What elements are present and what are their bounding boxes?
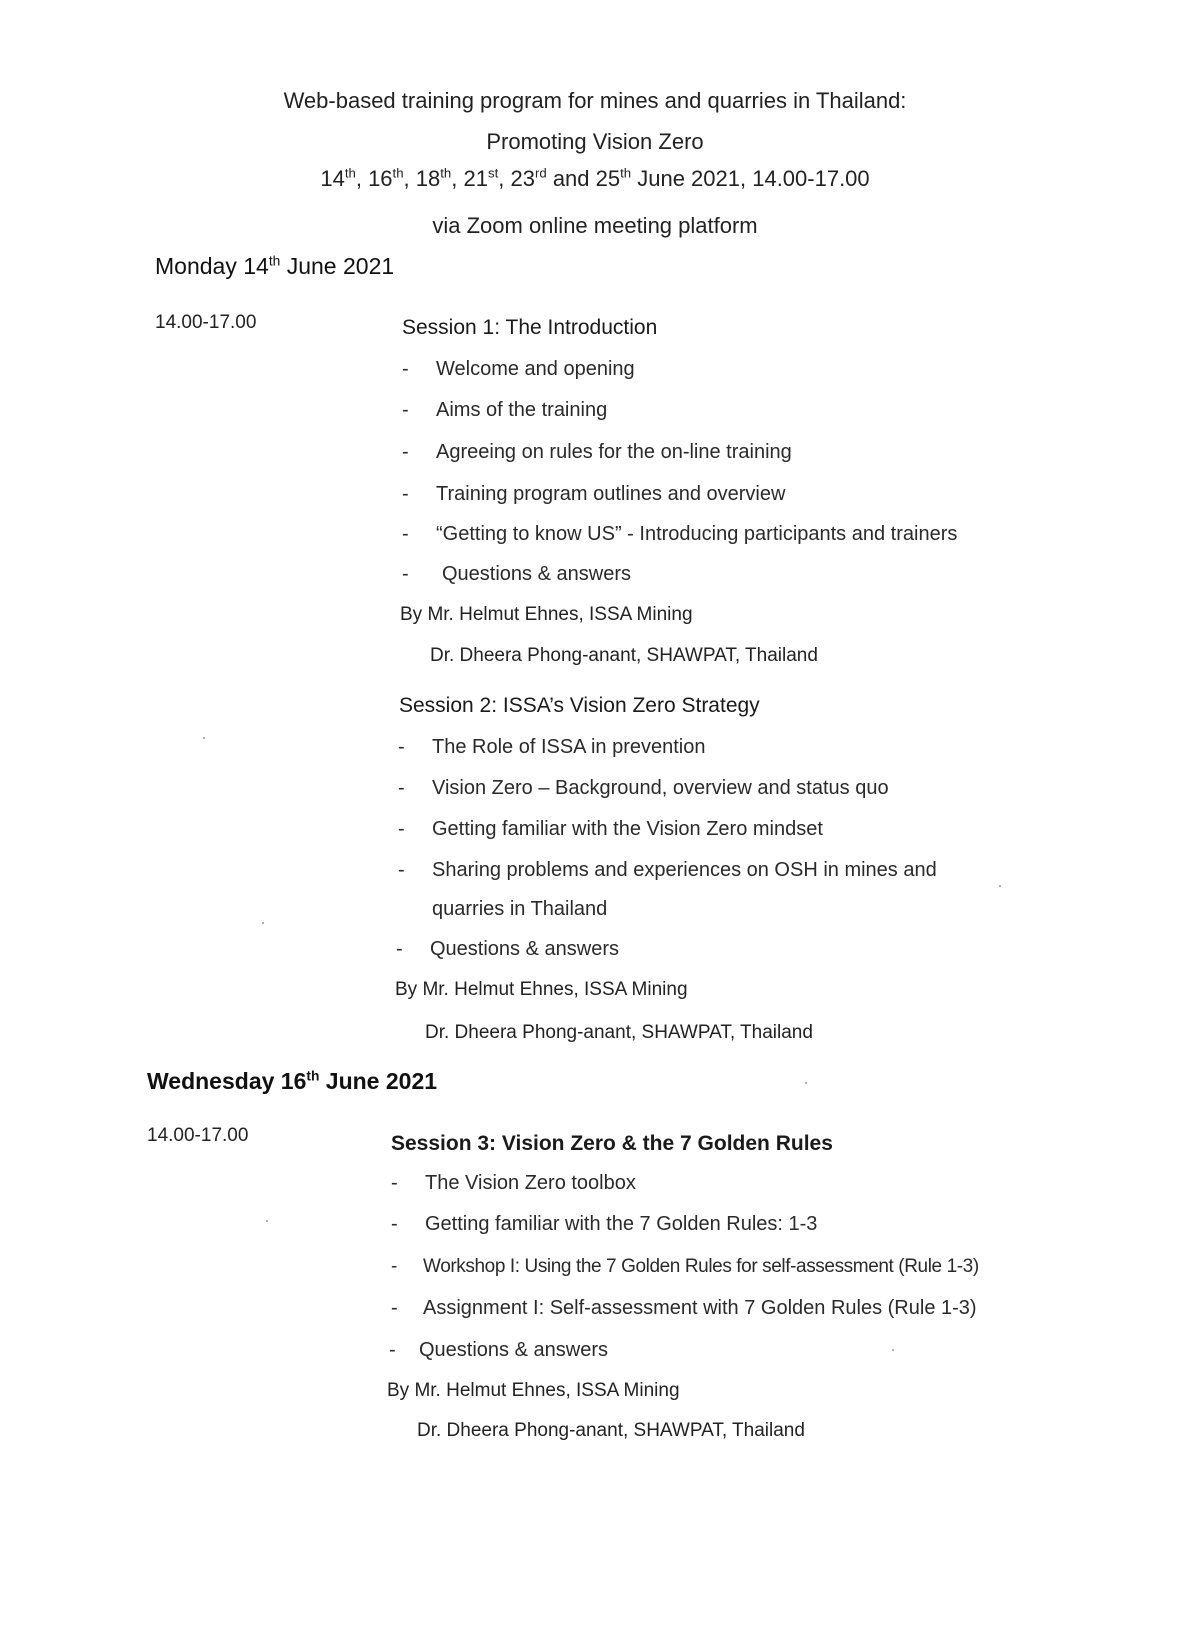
- program-title: Web-based training program for mines and quarries in Thailand:: [283, 88, 907, 113]
- day-heading-wednesday: Wednesday 16th June 2021: [147, 1068, 438, 1094]
- session-3-title: Session 3: Vision Zero & the 7 Golden Rules: [391, 1132, 833, 1155]
- presenter-line: Dr. Dheera Phong-anant, SHAWPAT, Thailand: [425, 1022, 813, 1043]
- scan-speck: [203, 737, 205, 739]
- bullet-dash: -: [402, 563, 409, 585]
- presenter-line: By Mr. Helmut Ehnes, ISSA Mining: [387, 1380, 680, 1401]
- bullet-dash: -: [391, 1297, 398, 1319]
- bullet-dash: -: [396, 938, 403, 960]
- bullet-dash: -: [398, 736, 405, 758]
- bullet-dash: -: [402, 523, 409, 545]
- scan-speck: [266, 1220, 268, 1222]
- presenter-line: By Mr. Helmut Ehnes, ISSA Mining: [395, 979, 688, 1000]
- day-heading-monday: Monday 14th June 2021: [155, 253, 395, 279]
- bullet-dash: -: [402, 399, 409, 421]
- document-page: Web-based training program for mines and quarries in Thailand: Promoting Vision Zero 14th, 16th, 18th, 21st, 23rd and 25th June 2021, 14.00-17.00 via Zoom online meeting platform Monday 14th June 2021 14.00-17.00 Session 1: The Introduction - Welcome and opening - Aims of the training - Agreeing on rules for the on-line training - Training program outlines and overview - “Getting to know US” - Introducing participants and trainers - Questions & answers By Mr. Helmut Ehnes, ISSA Mining Dr. Dheera Phong-anant, SHAWPAT, Thailand Session 2: ISSA’s Vision Zero Strategy - The Role of ISSA in prevention - Vision Zero – Background, overview and status quo - Getting familiar with the Vision Zero mindset - Sharing problems and experiences on OSH in mines and quarries in Thailand - Questions & answers By Mr. Helmut Ehnes, ISSA Mining Dr. Dheera Phong-anant, SHAWPAT, Thailand Wednesday 16th June 2021 14.00-17.00 Session 3: Vision Zero & the 7 Golden Rules - The Vision Zero toolbox - Getting familiar with the 7 Golden Rules: 1-3 - Workshop I: Using the 7 Golden Rules for self-assessment (Rule 1-3) - Assignment I: Self-assessment with 7 Golden Rules (Rule 1-3) - Questions & answers By Mr. Helmut Ehnes, ISSA Mining Dr. Dheera Phong-anant, SHAWPAT, Thailand: [0, 0, 1190, 1633]
- bullet-dash: -: [389, 1339, 396, 1361]
- bullet-dash: -: [398, 859, 405, 881]
- presenter-line: Dr. Dheera Phong-anant, SHAWPAT, Thailand: [430, 645, 818, 666]
- program-platform: via Zoom online meeting platform: [432, 213, 758, 238]
- scan-speck: [805, 1082, 807, 1084]
- bullet-dash: -: [391, 1256, 398, 1277]
- presenter-line: By Mr. Helmut Ehnes, ISSA Mining: [400, 604, 693, 625]
- scan-speck: [892, 1349, 894, 1351]
- bullet-dash: -: [402, 358, 409, 380]
- bullet-dash: -: [391, 1172, 398, 1194]
- scan-speck: [999, 885, 1001, 887]
- bullet-dash: -: [402, 483, 409, 505]
- bullet-dash: -: [398, 777, 405, 799]
- session-2-title: Session 2: ISSA’s Vision Zero Strategy: [399, 694, 760, 717]
- session-time: 14.00-17.00: [155, 312, 257, 333]
- session-1-title: Session 1: The Introduction: [402, 316, 658, 339]
- bullet-dash: -: [402, 441, 409, 463]
- presenter-line: Dr. Dheera Phong-anant, SHAWPAT, Thailand: [417, 1420, 805, 1441]
- scan-speck: [262, 922, 264, 924]
- bullet-dash: -: [391, 1213, 398, 1235]
- program-subtitle: Promoting Vision Zero: [486, 129, 704, 154]
- session-time: 14.00-17.00: [147, 1125, 249, 1146]
- program-dates: 14th, 16th, 18th, 21st, 23rd and 25th June 2021, 14.00-17.00: [320, 165, 870, 191]
- bullet-dash: -: [398, 818, 405, 840]
